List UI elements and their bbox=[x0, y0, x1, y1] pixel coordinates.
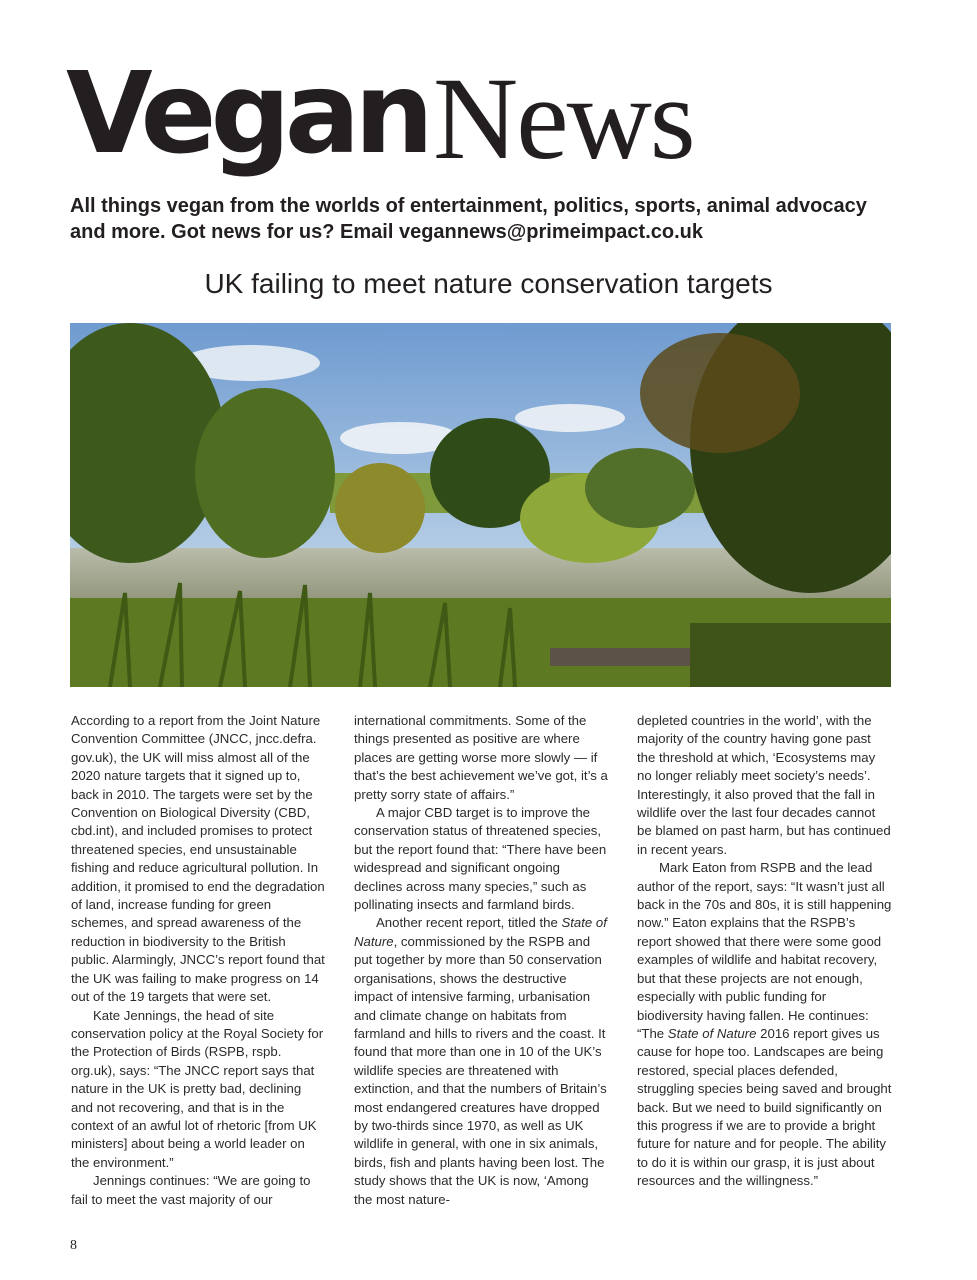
tree bbox=[335, 463, 425, 553]
body-paragraph: A major CBD target is to improve the conservation status of threatened species, but the report found that: “There have been widespread and significant ongoing declines across many species,” such as pollinating insects and farmland birds. bbox=[354, 805, 607, 913]
body-text: , commissioned by the RSPB and put together by more than 50 conservation organisations, shows the destructive impact of intensive farming, urbanisation and climate change on habitats from farmland and hills to rivers and the coast. It found that more than one in 10 of the UK’s wildlife species are threatened with extinction, and that the numbers of Britain’s most endangered creatures have dropped by two-thirds since 1970, as well as UK wildlife in general, with one in six animals, birds, fish and plants having been lost. The study shows that the UK is now, ‘Among the most nature- bbox=[354, 933, 607, 1207]
body-paragraph: Jennings continues: “We are going to fail to meet the vast majority of our bbox=[71, 1173, 311, 1207]
body-text: 2016 report gives us cause for hope too. Landscapes are being restored, special places defended, struggling species being saved and brought back. But we need to build significantly on this progress if we are to provide a bright future for nature and for people. The ability to do it is within our grasp, it is just about resources and the willingness.” bbox=[637, 1025, 892, 1189]
photo-illustration bbox=[70, 323, 891, 687]
cloud bbox=[515, 404, 625, 432]
report-title: State of Nature bbox=[354, 915, 607, 949]
article-column-3 bbox=[637, 712, 892, 1191]
article-column-2 bbox=[354, 712, 609, 1209]
article-headline: UK failing to meet nature conservation targets bbox=[204, 268, 773, 299]
body-text: Another recent report, titled the bbox=[376, 915, 562, 931]
body-paragraph: Kate Jennings, the head of site conservation policy at the Royal Society for the Protection of Birds (RSPB, rspb. org.uk), says: “The JNCC report says that nature in the UK is pretty bad, declining and not recovering, and that is in the context of an awful lot of rhetoric [from UK ministers] about being a world leader on the environment.” bbox=[71, 1007, 324, 1170]
tagline-text: All things vegan from the worlds of entertainment, politics, sports, animal advocacy and more. Got news for us? Email bbox=[70, 195, 867, 243]
tree bbox=[585, 448, 695, 528]
page-number: 8 bbox=[70, 1238, 77, 1253]
bank bbox=[690, 623, 891, 687]
body-paragraph: According to a report from the Joint Nature Convention Committee (JNCC, jncc.defra. gov.uk), the UK will miss almost all of the 2020 nature targets that it signed up to, back in 2010. The targets were set by the Convention on Biological Diversity (CBD, cbd.int), and included promises to protect threatened species, end unsustainable fishing and reduce agricultural pollution. In addition, it promised to end the degradation of land, increase funding for green schemes, and spread awareness of the reduction in biodiversity to the British public. Alarmingly, JNCC’s report found that the UK was failing to make progress on 14 out of the 19 targets that were set. bbox=[71, 713, 325, 1005]
report-title: State of Nature bbox=[667, 1025, 757, 1041]
tree bbox=[195, 388, 335, 558]
lake-landscape-photo bbox=[70, 323, 891, 687]
body-paragraph: depleted countries in the world’, with the majority of the country having gone past the threshold at which, ‘Ecosystems may no longer reliably meet society’s needs’. Interestingly, it also proved that the fall in wildlife over the last four decades cannot be blamed on past harm, but has continued in recent years. bbox=[637, 713, 891, 857]
masthead bbox=[66, 49, 766, 184]
masthead-vegan: Vegan bbox=[66, 49, 428, 179]
article-column-1 bbox=[71, 712, 326, 1209]
body-paragraph bbox=[354, 914, 609, 1209]
tagline bbox=[70, 193, 900, 245]
tagline-email[interactable]: vegannews@primeimpact.co.uk bbox=[398, 221, 703, 243]
masthead-news: News bbox=[433, 53, 694, 184]
body-paragraph: international commitments. Some of the things presented as positive are where places are getting worse more slowly — if that’s the best achievement we’ve got, it’s a pretty sorry state of affairs.” bbox=[354, 713, 608, 802]
tree bbox=[640, 333, 800, 453]
jetty bbox=[550, 648, 700, 666]
body-paragraph bbox=[637, 859, 892, 1190]
body-text: Mark Eaton from RSPB and the lead author of the report, says: “It wasn’t just all back in the 70s and 80s, it is still happening now.” Eaton explains that the RSPB’s report showed that there were some good examples of wildlife and habitat recovery, but that these projects are not enough, especially with public funding for biodiversity having fallen. He continues: “The bbox=[637, 860, 892, 1041]
